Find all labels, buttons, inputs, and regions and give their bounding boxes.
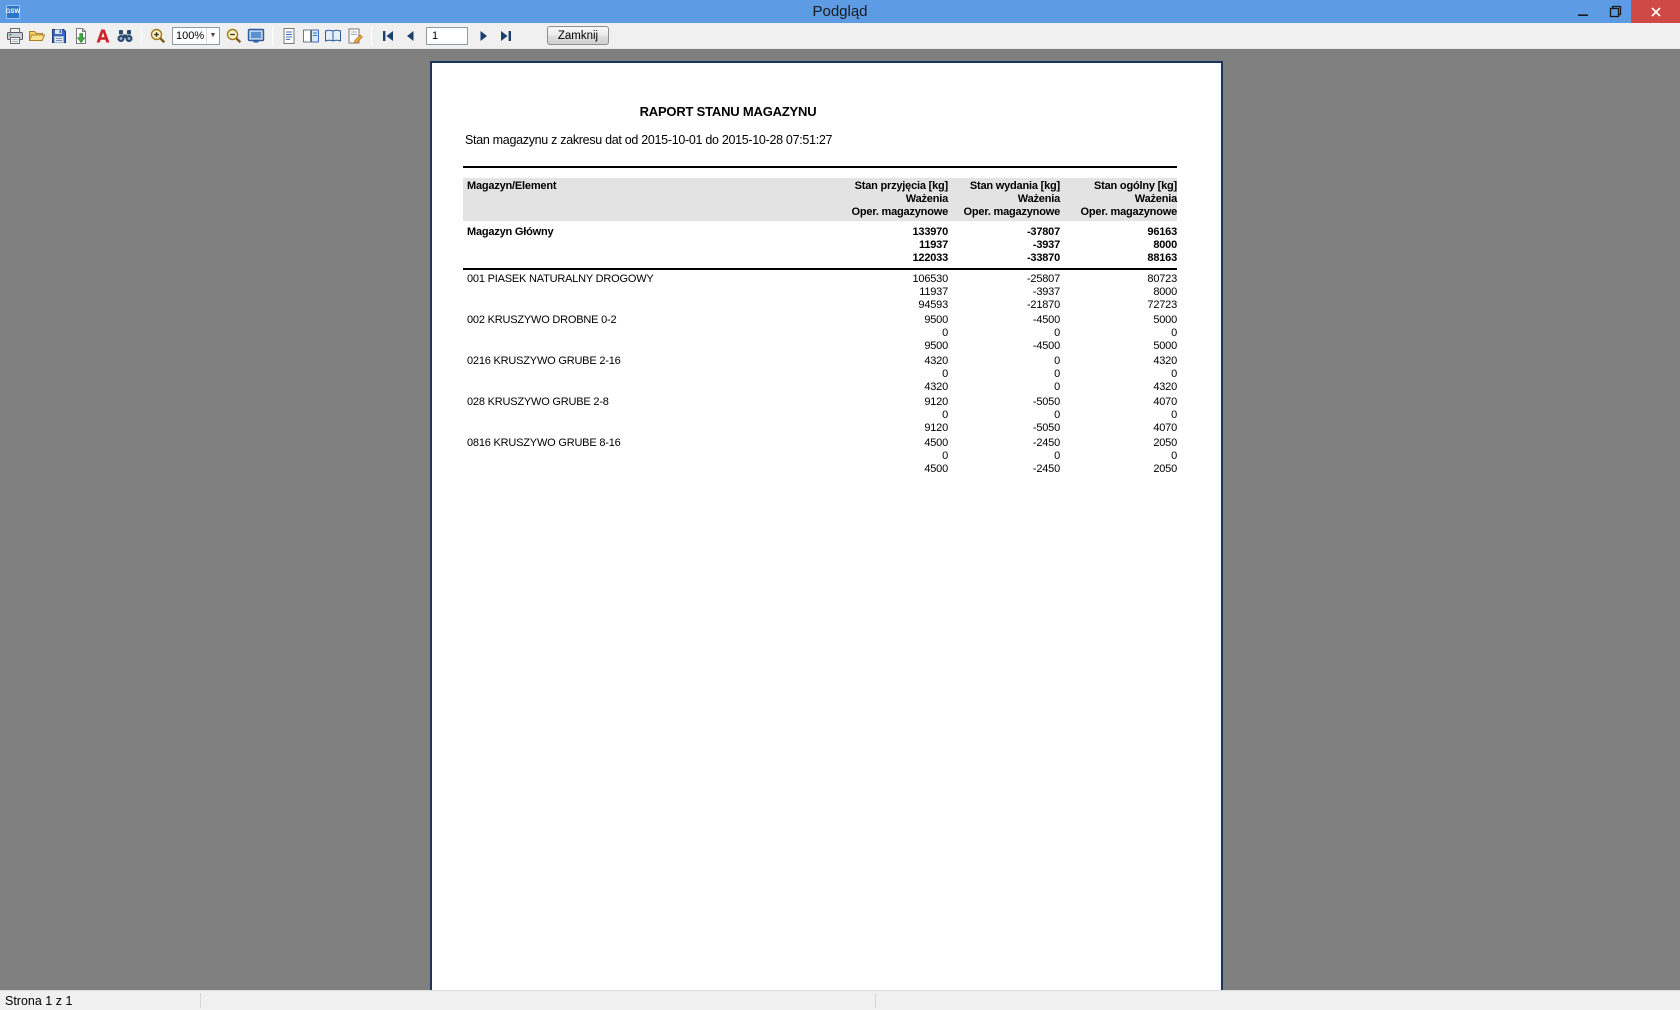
row-label: 0216 KRUSZYWO GRUBE 2-16 (467, 354, 621, 367)
first-page-button[interactable] (377, 25, 399, 47)
toolbar-separator (141, 26, 142, 46)
print-button[interactable] (4, 25, 26, 47)
full-page-icon (247, 27, 265, 45)
page-number-value: 1 (432, 29, 439, 42)
full-page-button[interactable] (245, 25, 267, 47)
table-row (463, 273, 1177, 312)
minimize-button[interactable] (1567, 0, 1599, 23)
row-values-ogolny: 4320 0 4320 (1153, 354, 1177, 393)
book-view-button[interactable] (322, 25, 344, 47)
row-values-ogolny: 2050 0 2050 (1153, 436, 1177, 475)
row-values-ogolny: 5000 0 5000 (1153, 313, 1177, 352)
find-button[interactable] (114, 25, 136, 47)
row-label: 002 KRUSZYWO DROBNE 0-2 (467, 313, 617, 326)
last-page-icon (499, 29, 513, 43)
row-values-wydania: -37807 -3937 -33870 (1026, 226, 1060, 264)
close-preview-label: Zamknij (557, 29, 599, 42)
two-page-icon (302, 27, 320, 45)
row-label: 0816 KRUSZYWO GRUBE 8-16 (467, 436, 621, 449)
app-icon-text: GSW (5, 8, 21, 15)
minimize-icon (1577, 6, 1589, 18)
titlebar (0, 0, 1680, 23)
last-page-button[interactable] (495, 25, 517, 47)
toolbar (0, 23, 1680, 49)
status-page-info: Strona 1 z 1 (5, 993, 73, 1008)
row-label: 001 PIASEK NATURALNY DROGOWY (467, 272, 654, 285)
table-header-row (463, 178, 1177, 221)
restore-icon (1609, 5, 1622, 18)
row-values-wydania: 0 0 0 (1054, 354, 1060, 393)
close-preview-button[interactable] (547, 26, 609, 45)
previous-page-button[interactable] (399, 25, 421, 47)
restore-button[interactable] (1599, 0, 1631, 23)
page-number-input[interactable] (426, 27, 468, 45)
window-title: Podgląd (812, 3, 868, 20)
row-values-przyjecia: 9500 0 9500 (924, 313, 948, 352)
export-icon (72, 27, 90, 45)
preview-workspace[interactable] (0, 49, 1680, 990)
report-subtitle: Stan magazynu z zakresu dat od 2015-10-01 do 2015-10-28 07:51:27 (465, 133, 833, 147)
zoom-level-combobox[interactable] (172, 27, 220, 45)
statusbar-divider (875, 993, 876, 1008)
row-values-wydania: -5050 0 -5050 (1032, 395, 1060, 434)
report-title: RAPORT STANU MAGAZYNU (639, 104, 817, 119)
close-window-button[interactable] (1631, 0, 1680, 23)
row-values-ogolny: 96163 8000 88163 (1147, 226, 1177, 264)
next-page-icon (477, 29, 491, 43)
table-row (463, 355, 1177, 394)
row-values-przyjecia: 106530 11937 94593 (912, 272, 948, 311)
pdf-export-button[interactable] (92, 25, 114, 47)
save-icon (50, 27, 68, 45)
page-layout-button[interactable] (278, 25, 300, 47)
row-values-przyjecia: 4500 0 4500 (924, 436, 948, 475)
page-layout-icon (280, 27, 298, 45)
zoom-level-value: 100% (176, 29, 205, 42)
next-page-button[interactable] (473, 25, 495, 47)
zoom-in-icon (149, 27, 167, 45)
row-values-wydania: -2450 0 -2450 (1032, 436, 1060, 475)
row-label: 028 KRUSZYWO GRUBE 2-8 (467, 395, 609, 408)
open-button[interactable] (26, 25, 48, 47)
row-label: Magazyn Główny (467, 226, 554, 238)
table-rows (463, 273, 1177, 476)
toolbar-separator (272, 26, 273, 46)
row-values-przyjecia: 133970 11937 122033 (912, 226, 948, 264)
row-values-wydania: -4500 0 -4500 (1032, 313, 1060, 352)
row-values-ogolny: 4070 0 4070 (1153, 395, 1177, 434)
table-row (463, 396, 1177, 435)
first-page-icon (381, 29, 395, 43)
summary-section (463, 226, 1177, 265)
table-row (463, 226, 1177, 265)
two-page-view-button[interactable] (300, 25, 322, 47)
column-header-stan-przyjecia: Stan przyjęcia [kg] Ważenia Oper. magazynowe (851, 180, 948, 218)
report-table (463, 166, 1177, 476)
book-view-icon (324, 27, 342, 45)
statusbar-divider (200, 993, 201, 1008)
report-page (430, 61, 1223, 990)
summary-divider-line (463, 268, 1177, 270)
table-row (463, 314, 1177, 353)
page-edit-icon (346, 27, 364, 45)
zoom-out-icon (225, 27, 243, 45)
statusbar (0, 990, 1680, 1010)
find-icon (116, 27, 134, 45)
column-header-stan-ogolny: Stan ogólny [kg] Ważenia Oper. magazynowe (1080, 180, 1177, 218)
open-icon (28, 27, 46, 45)
column-header-magazyn-element: Magazyn/Element (467, 180, 557, 192)
page-setup-button[interactable] (344, 25, 366, 47)
row-values-przyjecia: 9120 0 9120 (924, 395, 948, 434)
row-values-ogolny: 80723 8000 72723 (1147, 272, 1177, 311)
close-icon (1650, 6, 1662, 18)
export-button[interactable] (70, 25, 92, 47)
save-button[interactable] (48, 25, 70, 47)
print-icon (6, 27, 24, 45)
pdf-icon (94, 27, 112, 45)
zoom-out-button[interactable] (223, 25, 245, 47)
column-header-stan-wydania: Stan wydania [kg] Ważenia Oper. magazynowe (963, 180, 1060, 218)
row-values-wydania: -25807 -3937 -21870 (1026, 272, 1060, 311)
toolbar-separator (371, 26, 372, 46)
window-controls (1567, 0, 1680, 23)
zoom-in-button[interactable] (147, 25, 169, 47)
table-row (463, 437, 1177, 476)
chevron-down-icon[interactable]: ▼ (206, 28, 219, 44)
previous-page-icon (403, 29, 417, 43)
row-values-przyjecia: 4320 0 4320 (924, 354, 948, 393)
